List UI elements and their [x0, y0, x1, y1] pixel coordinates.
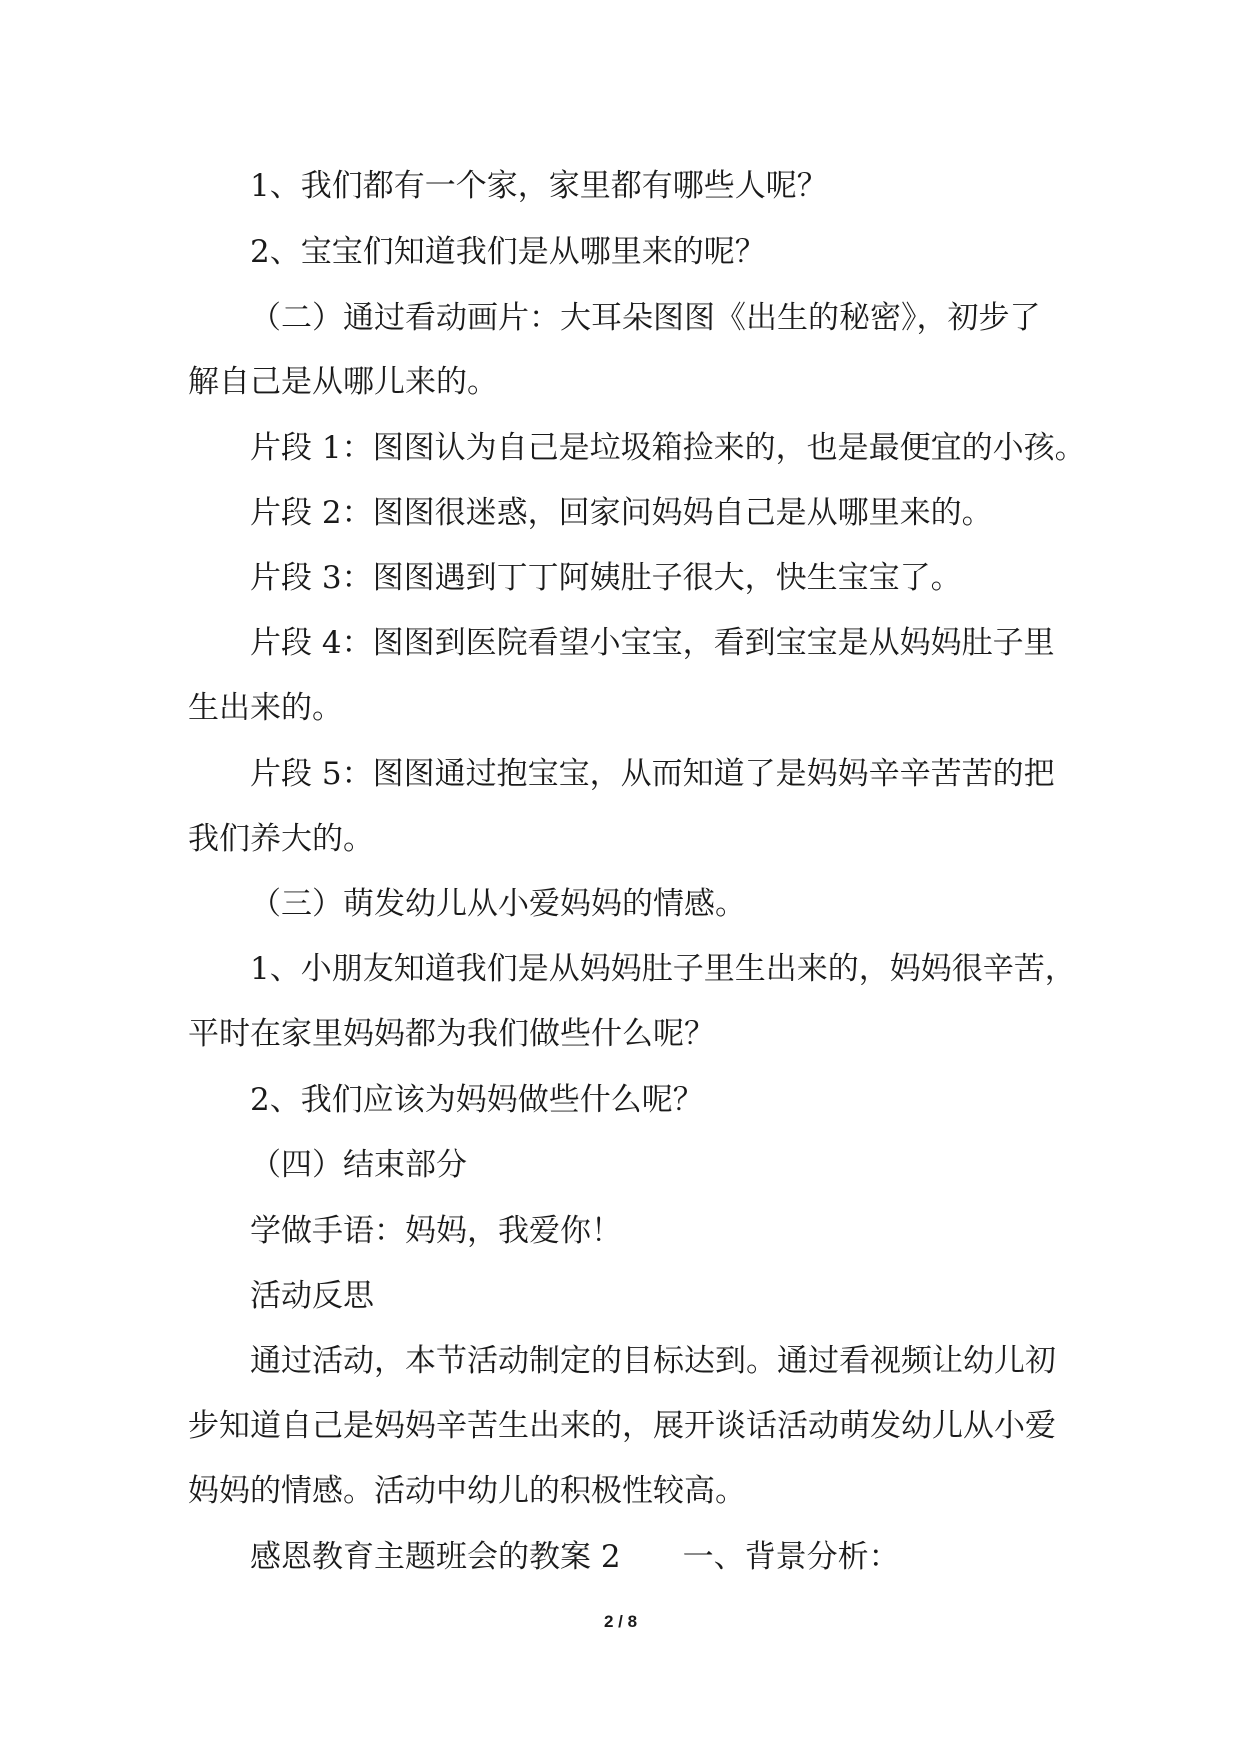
page-number: 2 / 8	[603, 1612, 638, 1631]
text-line: 片段 2：图图很迷惑，回家问妈妈自己是从哪里来的。	[250, 495, 993, 531]
text-line: 片段 3：图图遇到丁丁阿姨肚子很大，快生宝宝了。	[250, 560, 962, 596]
text-line: 学做手语：妈妈，我爱你！	[250, 1213, 622, 1249]
text-line: （二）通过看动画片：大耳朵图图《出生的秘密》，初步了	[250, 300, 1041, 336]
text-line: 1、小朋友知道我们是从妈妈肚子里生出来的，妈妈很辛苦，	[250, 951, 1076, 987]
text-line: 2、我们应该为妈妈做些什么呢？	[250, 1082, 704, 1118]
text-line: 我们养大的。	[188, 821, 374, 857]
text-line: 生出来的。	[188, 690, 343, 726]
text-line: 片段 5：图图通过抱宝宝，从而知道了是妈妈辛辛苦苦的把	[250, 756, 1055, 792]
text-line: 2、宝宝们知道我们是从哪里来的呢？	[250, 234, 766, 270]
text-line: 活动反思	[250, 1278, 374, 1314]
text-line: 1、我们都有一个家，家里都有哪些人呢？	[250, 168, 828, 204]
text-line: 通过活动，本节活动制定的目标达到。通过看视频让幼儿初	[250, 1343, 1056, 1379]
text-line: （四）结束部分	[250, 1147, 467, 1183]
text-line: 步知道自己是妈妈辛苦生出来的，展开谈话活动萌发幼儿从小爱	[188, 1408, 1056, 1444]
text-line: 解自己是从哪儿来的。	[188, 364, 498, 400]
text-line: 感恩教育主题班会的教案 2 一、背景分析：	[250, 1539, 900, 1575]
text-line: （三）萌发幼儿从小爱妈妈的情感。	[250, 886, 746, 922]
text-line: 片段 4：图图到医院看望小宝宝，看到宝宝是从妈妈肚子里	[250, 625, 1055, 661]
text-line: 片段 1：图图认为自己是垃圾箱捡来的，也是最便宜的小孩。	[250, 430, 1086, 466]
text-line: 妈妈的情感。活动中幼儿的积极性较高。	[188, 1473, 746, 1509]
text-line: 平时在家里妈妈都为我们做些什么呢？	[188, 1016, 715, 1052]
